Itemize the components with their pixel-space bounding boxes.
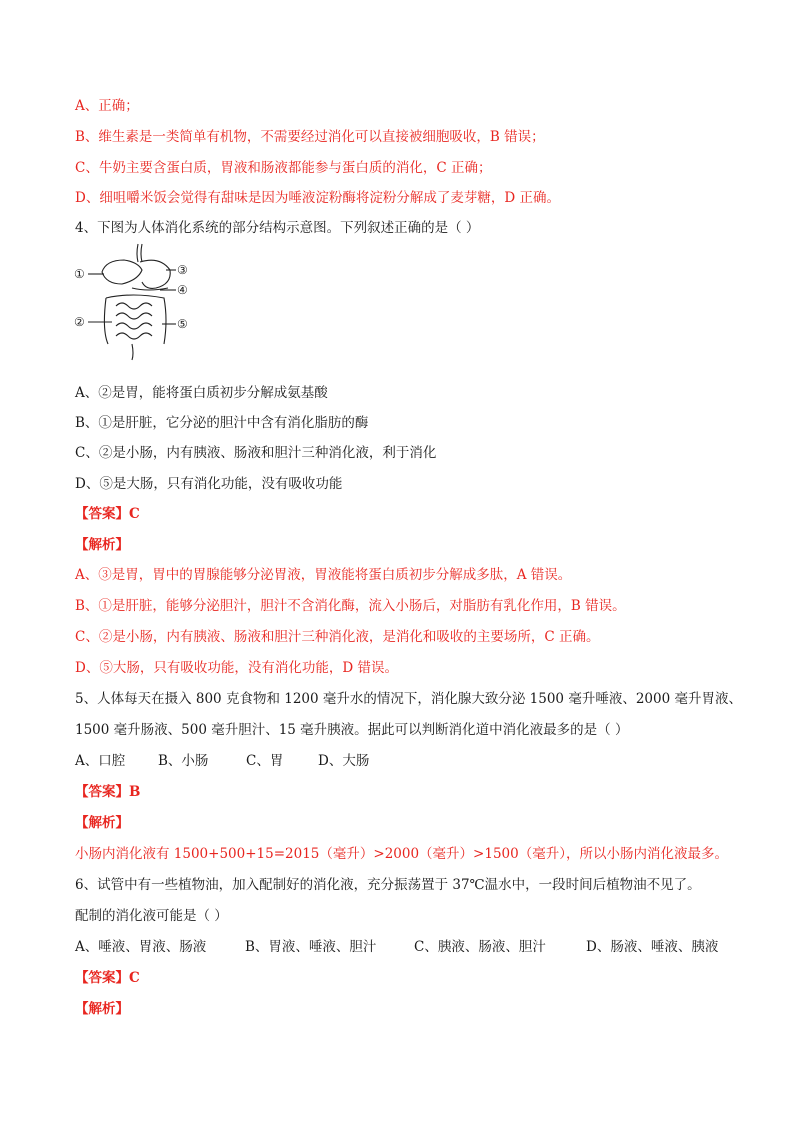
digestive-system-diagram <box>72 240 202 365</box>
diagram-label-4: ④ <box>177 283 188 297</box>
q4-analysis-d: D、⑤大肠，只有吸收功能，没有消化功能，D 错误。 <box>75 660 398 676</box>
answer-tag: 【答案】 <box>75 506 129 522</box>
q4-analysis-c: C、②是小肠，内有胰液、肠液和胆汁三种消化液，是消化和吸收的主要场所，C 正确。 <box>75 629 600 645</box>
q5-analysis: 小肠内消化液有 1500+500+15=2015（毫升）>2000（毫升）>1500（毫升），所以小肠内消化液最多。 <box>75 846 728 862</box>
q4-option-b: B、①是肝脏，它分泌的胆汁中含有消化脂肪的酶 <box>75 415 369 431</box>
answer-tag: 【答案】 <box>75 970 129 986</box>
diagram-label-5: ⑤ <box>177 317 188 331</box>
q4-analysis-tag: 【解析】 <box>75 537 129 553</box>
q4-option-c: C、②是小肠，内有胰液、肠液和胆汁三种消化液，利于消化 <box>75 445 437 461</box>
q5-stem-line1: 5、人体每天在摄入 800 克食物和 1200 毫升水的情况下，消化腺大致分泌 1500 毫升唾液、2000 毫升胃液、 <box>75 691 742 707</box>
q4-analysis-a: A、③是胃，胃中的胃腺能够分泌胃液，胃液能将蛋白质初步分解成多肽，A 错误。 <box>75 567 572 583</box>
diagram-label-2: ② <box>74 315 85 329</box>
q5-option-b: B、小肠 <box>158 753 209 769</box>
q6-answer <box>75 969 140 987</box>
q6-option-b: B、胃液、唾液、胆汁 <box>245 939 377 955</box>
q6-option-c: C、胰液、肠液、胆汁 <box>414 939 546 955</box>
q5-option-c: C、胃 <box>246 753 284 769</box>
answer-value: B <box>129 784 141 800</box>
q3-analysis-c: C、牛奶主要含蛋白质，胃液和肠液都能参与蛋白质的消化，C 正确； <box>75 160 492 176</box>
q4-stem: 4、下图为人体消化系统的部分结构示意图。下列叙述正确的是（ ） <box>75 220 480 236</box>
q4-answer <box>75 505 140 523</box>
q6-stem-line1: 6、试管中有一些植物油，加入配制好的消化液，充分振荡置于 37℃温水中，一段时间后植物油不见了。 <box>75 877 701 893</box>
q4-option-d: D、⑤是大肠，只有消化功能，没有吸收功能 <box>75 476 343 492</box>
q5-option-a: A、口腔 <box>75 753 126 769</box>
diagram-label-3: ③ <box>177 263 188 277</box>
answer-value: C <box>129 970 140 986</box>
q3-analysis-a: A、正确； <box>75 98 139 114</box>
answer-tag: 【答案】 <box>75 784 129 800</box>
q6-stem-line2: 配制的消化液可能是（ ） <box>75 908 228 924</box>
q5-answer <box>75 783 140 801</box>
q6-analysis-tag: 【解析】 <box>75 1001 129 1017</box>
q6-option-d: D、肠液、唾液、胰液 <box>586 939 719 955</box>
q5-stem-line2: 1500 毫升肠液、500 毫升胆汁、15 毫升胰液。据此可以判断消化道中消化液最多的是（ ） <box>75 722 629 738</box>
q6-option-a: A、唾液、胃液、肠液 <box>75 939 207 955</box>
answer-value: C <box>129 506 140 522</box>
q3-analysis-d: D、细咀嚼米饭会觉得有甜味是因为唾液淀粉酶将淀粉分解成了麦芽糖，D 正确。 <box>75 190 560 206</box>
q5-option-d: D、大肠 <box>318 753 370 769</box>
q4-analysis-b: B、①是肝脏，能够分泌胆汁，胆汁不含消化酶，流入小肠后，对脂肪有乳化作用，B 错误。 <box>75 598 626 614</box>
diagram-label-1: ① <box>74 267 85 281</box>
q3-analysis-b: B、维生素是一类简单有机物，不需要经过消化可以直接被细胞吸收，B 错误； <box>75 129 545 145</box>
q4-option-a: A、②是胃，能将蛋白质初步分解成氨基酸 <box>75 385 328 401</box>
q5-analysis-tag: 【解析】 <box>75 815 129 831</box>
